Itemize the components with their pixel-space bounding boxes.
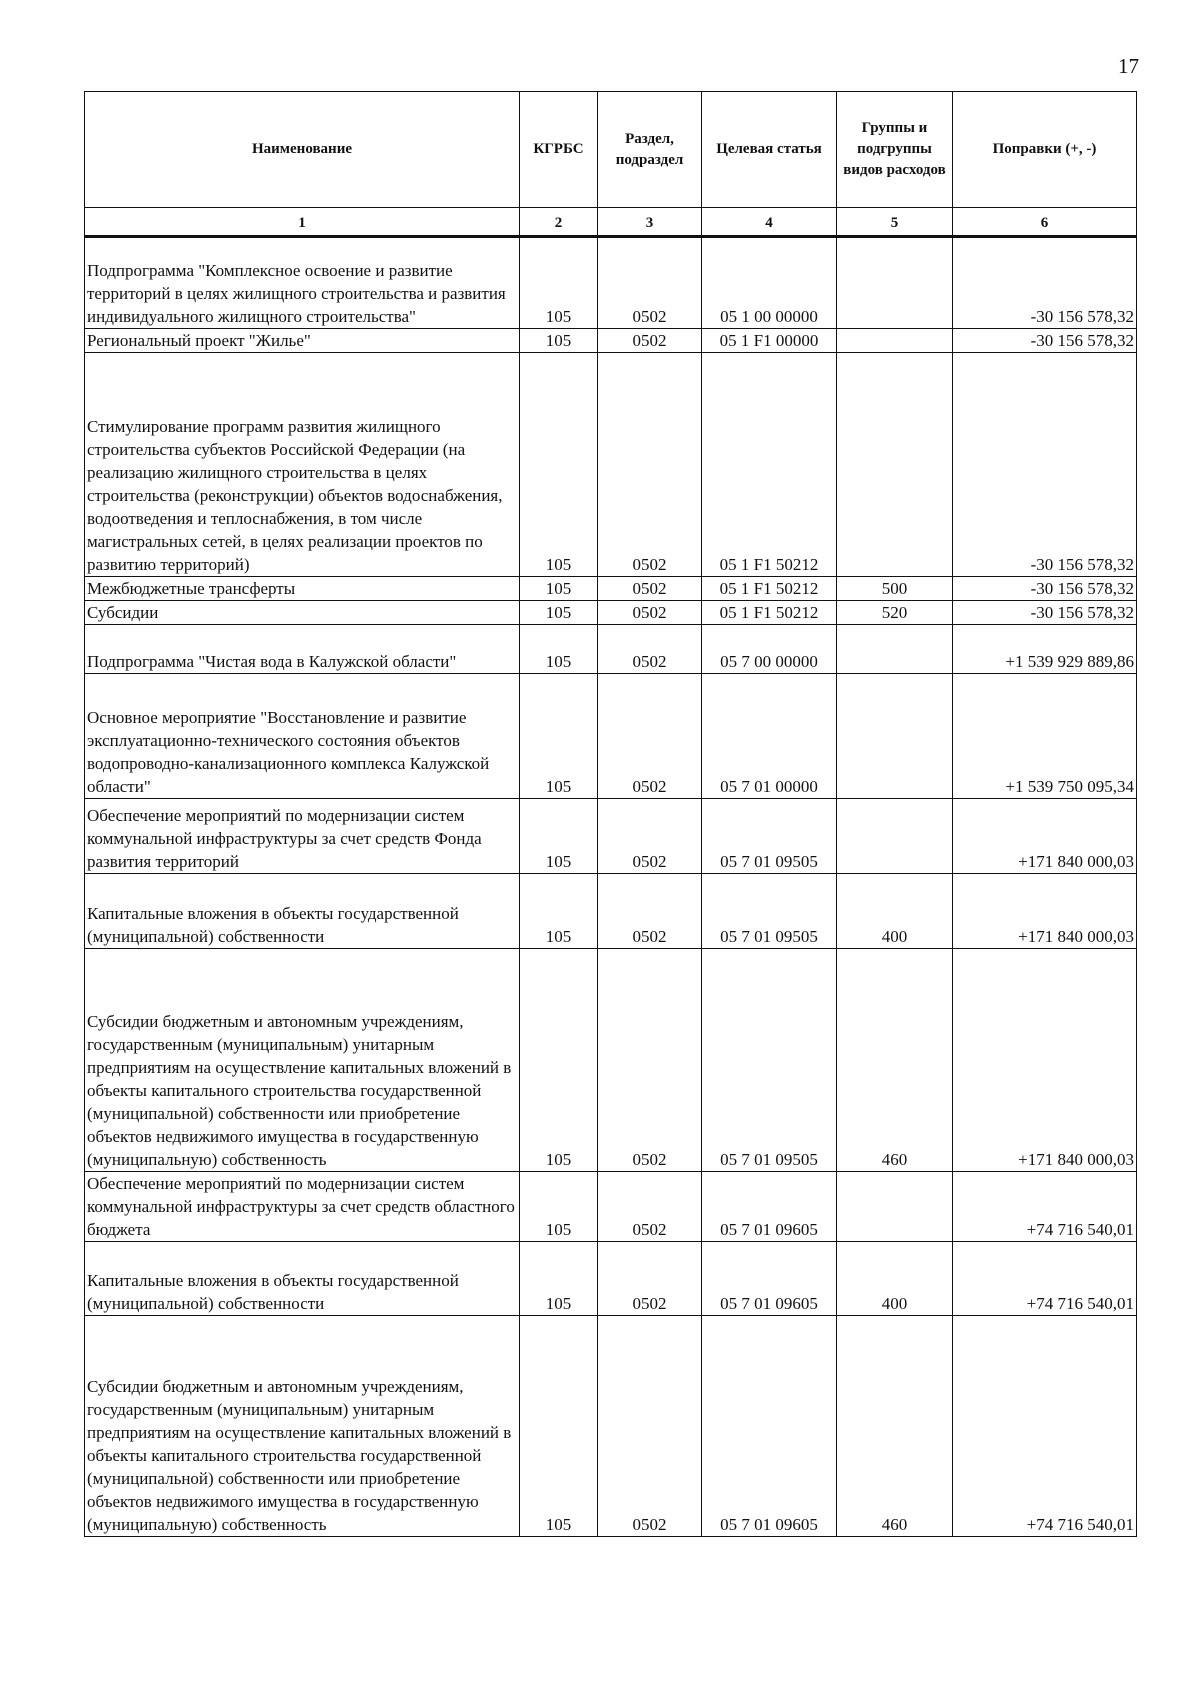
header-name: Наименование xyxy=(85,92,520,208)
column-number-row xyxy=(85,208,1137,237)
row-amount: -30 156 578,32 xyxy=(953,601,1137,625)
row-kgrbs: 105 xyxy=(520,601,598,625)
row-target-article: 05 7 01 09505 xyxy=(702,874,837,949)
table-row xyxy=(85,1242,1137,1316)
header-expense-groups: Группы и подгруппы видов расходов xyxy=(837,92,953,208)
row-name: Подпрограмма "Чистая вода в Калужской области" xyxy=(85,625,520,674)
page-number: 17 xyxy=(1118,54,1139,78)
row-amount: +1 539 750 095,34 xyxy=(953,674,1137,799)
row-section: 0502 xyxy=(598,799,702,874)
row-amount: +74 716 540,01 xyxy=(953,1242,1137,1316)
row-expense-group xyxy=(837,1172,953,1242)
table-row xyxy=(85,1316,1137,1537)
row-name: Обеспечение мероприятий по модернизации систем коммунальной инфраструктуры за счет средств областного бюджета xyxy=(85,1172,520,1242)
row-kgrbs: 105 xyxy=(520,949,598,1172)
column-number: 2 xyxy=(520,208,598,237)
row-kgrbs: 105 xyxy=(520,237,598,329)
row-target-article: 05 1 F1 50212 xyxy=(702,577,837,601)
row-target-article: 05 7 01 09505 xyxy=(702,799,837,874)
row-target-article: 05 7 01 00000 xyxy=(702,674,837,799)
row-target-article: 05 1 F1 50212 xyxy=(702,601,837,625)
table-row xyxy=(85,799,1137,874)
table-row xyxy=(85,1172,1137,1242)
table-row xyxy=(85,874,1137,949)
row-kgrbs: 105 xyxy=(520,1316,598,1537)
row-section: 0502 xyxy=(598,874,702,949)
row-kgrbs: 105 xyxy=(520,625,598,674)
row-section: 0502 xyxy=(598,1172,702,1242)
row-name: Капитальные вложения в объекты государственной (муниципальной) собственности xyxy=(85,1242,520,1316)
row-expense-group: 400 xyxy=(837,874,953,949)
row-amount: -30 156 578,32 xyxy=(953,329,1137,353)
row-target-article: 05 7 01 09505 xyxy=(702,949,837,1172)
row-expense-group xyxy=(837,329,953,353)
row-expense-group xyxy=(837,674,953,799)
row-target-article: 05 7 00 00000 xyxy=(702,625,837,674)
row-expense-group xyxy=(837,799,953,874)
table-row xyxy=(85,949,1137,1172)
column-number: 5 xyxy=(837,208,953,237)
table-row xyxy=(85,625,1137,674)
row-name: Субсидии xyxy=(85,601,520,625)
table-row xyxy=(85,329,1137,353)
row-expense-group: 500 xyxy=(837,577,953,601)
header-kgrbs: КГРБС xyxy=(520,92,598,208)
row-amount: +171 840 000,03 xyxy=(953,874,1137,949)
table-row xyxy=(85,601,1137,625)
row-name: Стимулирование программ развития жилищного строительства субъектов Российской Федерации (на реализацию жилищного строительства в целях строительства (реконструкции) объектов водоснабжения, водоотведения и теплоснабжения, в том числе магистральных сетей, в целях реализации проектов по развитию территорий) xyxy=(85,353,520,577)
row-kgrbs: 105 xyxy=(520,1242,598,1316)
row-target-article: 05 1 00 00000 xyxy=(702,237,837,329)
row-expense-group: 460 xyxy=(837,1316,953,1537)
row-kgrbs: 105 xyxy=(520,329,598,353)
row-name: Подпрограмма "Комплексное освоение и развитие территорий в целях жилищного строительства и развития индивидуального жилищного строительства" xyxy=(85,237,520,329)
row-expense-group xyxy=(837,237,953,329)
row-section: 0502 xyxy=(598,949,702,1172)
header-section: Раздел, подраздел xyxy=(598,92,702,208)
row-section: 0502 xyxy=(598,601,702,625)
row-expense-group: 400 xyxy=(837,1242,953,1316)
row-section: 0502 xyxy=(598,674,702,799)
row-section: 0502 xyxy=(598,237,702,329)
row-section: 0502 xyxy=(598,1316,702,1537)
row-expense-group xyxy=(837,353,953,577)
row-expense-group xyxy=(837,625,953,674)
row-kgrbs: 105 xyxy=(520,674,598,799)
header-amendments: Поправки (+, -) xyxy=(953,92,1137,208)
table-row xyxy=(85,577,1137,601)
column-number: 3 xyxy=(598,208,702,237)
column-number: 4 xyxy=(702,208,837,237)
row-amount: +74 716 540,01 xyxy=(953,1172,1137,1242)
row-target-article: 05 7 01 09605 xyxy=(702,1172,837,1242)
row-name: Региональный проект "Жилье" xyxy=(85,329,520,353)
budget-amendments-table xyxy=(84,91,1137,1537)
row-kgrbs: 105 xyxy=(520,874,598,949)
row-name: Обеспечение мероприятий по модернизации систем коммунальной инфраструктуры за счет средств Фонда развития территорий xyxy=(85,799,520,874)
row-kgrbs: 105 xyxy=(520,799,598,874)
table-row xyxy=(85,237,1137,329)
row-target-article: 05 7 01 09605 xyxy=(702,1316,837,1537)
row-amount: +1 539 929 889,86 xyxy=(953,625,1137,674)
row-kgrbs: 105 xyxy=(520,577,598,601)
row-amount: -30 156 578,32 xyxy=(953,353,1137,577)
row-section: 0502 xyxy=(598,625,702,674)
row-section: 0502 xyxy=(598,577,702,601)
row-target-article: 05 1 F1 00000 xyxy=(702,329,837,353)
column-number: 6 xyxy=(953,208,1137,237)
row-amount: -30 156 578,32 xyxy=(953,577,1137,601)
row-expense-group: 520 xyxy=(837,601,953,625)
header-row xyxy=(85,92,1137,208)
row-amount: -30 156 578,32 xyxy=(953,237,1137,329)
header-target-article: Целевая статья xyxy=(702,92,837,208)
table-row xyxy=(85,674,1137,799)
row-name: Субсидии бюджетным и автономным учреждениям, государственным (муниципальным) унитарным предприятиям на осуществление капитальных вложений в объекты капитального строительства государственной (муниципальной) собственности или приобретение объектов недвижимого имущества в государственную (муниципальную) собственность xyxy=(85,1316,520,1537)
row-name: Межбюджетные трансферты xyxy=(85,577,520,601)
row-name: Основное мероприятие "Восстановление и развитие эксплуатационно-технического состояния объектов водопроводно-канализационного комплекса Калужской области" xyxy=(85,674,520,799)
row-amount: +171 840 000,03 xyxy=(953,799,1137,874)
row-kgrbs: 105 xyxy=(520,1172,598,1242)
row-section: 0502 xyxy=(598,1242,702,1316)
table-row xyxy=(85,353,1137,577)
row-expense-group: 460 xyxy=(837,949,953,1172)
row-section: 0502 xyxy=(598,353,702,577)
row-section: 0502 xyxy=(598,329,702,353)
row-name: Капитальные вложения в объекты государственной (муниципальной) собственности xyxy=(85,874,520,949)
column-number: 1 xyxy=(85,208,520,237)
row-amount: +171 840 000,03 xyxy=(953,949,1137,1172)
row-name: Субсидии бюджетным и автономным учреждениям, государственным (муниципальным) унитарным предприятиям на осуществление капитальных вложений в объекты капитального строительства государственной (муниципальной) собственности или приобретение объектов недвижимого имущества в государственную (муниципальную) собственность xyxy=(85,949,520,1172)
row-kgrbs: 105 xyxy=(520,353,598,577)
row-amount: +74 716 540,01 xyxy=(953,1316,1137,1537)
row-target-article: 05 1 F1 50212 xyxy=(702,353,837,577)
row-target-article: 05 7 01 09605 xyxy=(702,1242,837,1316)
